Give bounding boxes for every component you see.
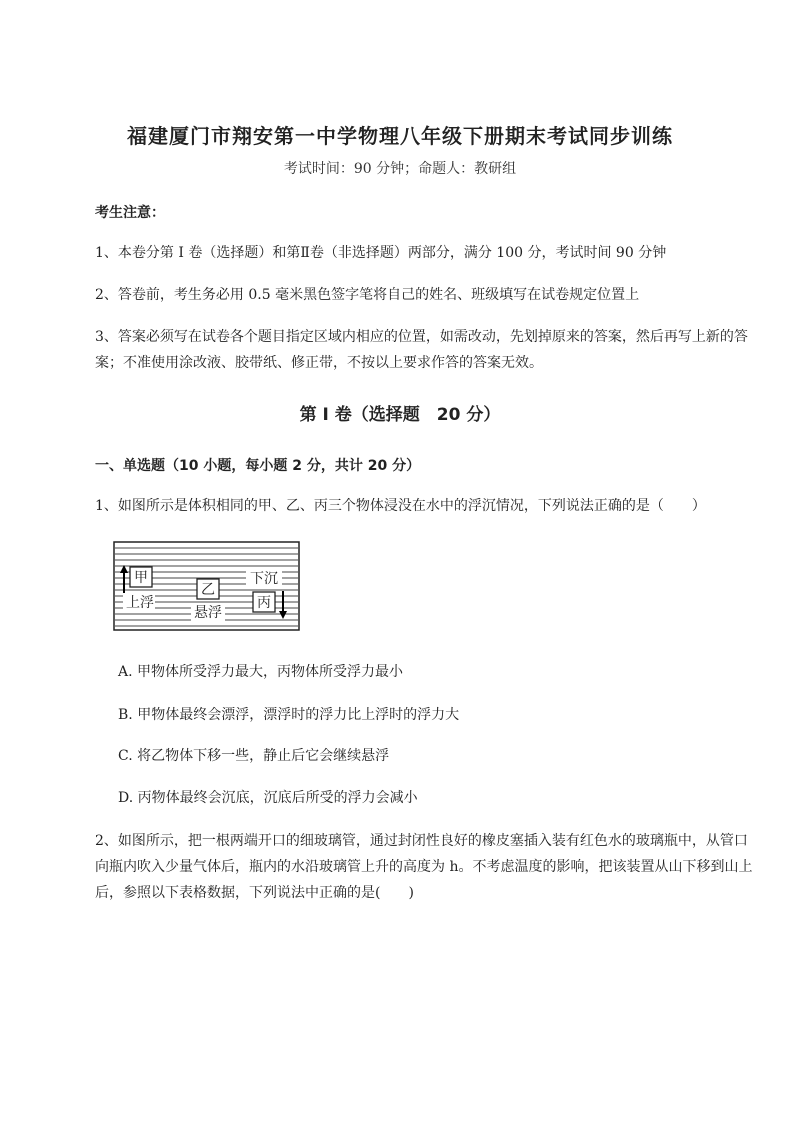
label-jia: 甲 bbox=[134, 570, 148, 586]
notice-item: 3、答案必须写在试卷各个题目指定区域内相应的位置，如需改动，先划掉原来的答案，然后再写上新的答案；不准使用涂改液、胶带纸、修正带，不按以上要求作答的答案无效。 bbox=[95, 329, 748, 371]
notice-item: 1、本卷分第 I 卷（选择题）和第Ⅱ卷（非选择题）两部分，满分 100 分，考试时间 90 分钟 bbox=[95, 245, 667, 261]
page-title: 福建厦门市翔安第一中学物理八年级下册期末考试同步训练 bbox=[127, 124, 673, 148]
buoyancy-figure bbox=[113, 541, 300, 631]
section-title: 第 I 卷（选择题 20 分） bbox=[299, 405, 501, 425]
notice-item: 2、答卷前，考生务必用 0.5 毫米黑色签字笔将自己的姓名、班级填写在试卷规定位置上 bbox=[95, 287, 640, 303]
question-stem: 2、如图所示，把一根两端开口的细玻璃管，通过封闭性良好的橡皮塞插入装有红色水的玻璃瓶中，从管口向瓶内吹入少量气体后，瓶内的水沿玻璃管上升的高度为 h。不考虑温度的影响，把该装置从山下移到山上后，参照以下表格数据，下列说法中正确的是( ) bbox=[95, 833, 753, 901]
label-xuanfu: 悬浮 bbox=[194, 605, 222, 621]
question-stem: 1、如图所示是体积相同的甲、乙、丙三个物体浸没在水中的浮沉情况，下列说法正确的是（ ） bbox=[95, 498, 706, 514]
label-yi: 乙 bbox=[201, 582, 215, 598]
option-a[interactable]: A. 甲物体所受浮力最大，丙物体所受浮力最小 bbox=[118, 664, 404, 680]
option-c[interactable]: C. 将乙物体下移一些，静止后它会继续悬浮 bbox=[118, 748, 390, 764]
label-xiachen: 下沉 bbox=[250, 571, 278, 587]
option-b[interactable]: B. 甲物体最终会漂浮，漂浮时的浮力比上浮时的浮力大 bbox=[118, 707, 460, 723]
label-shangfu: 上浮 bbox=[126, 595, 154, 611]
option-d[interactable]: D. 丙物体最终会沉底，沉底后所受的浮力会减小 bbox=[118, 790, 418, 806]
water-tank-diagram bbox=[113, 541, 300, 631]
label-bing: 丙 bbox=[257, 595, 271, 611]
exam-info: 考试时间：90 分钟；命题人：教研组 bbox=[283, 161, 517, 177]
part-heading: 一、单选题（10 小题，每小题 2 分，共计 20 分） bbox=[95, 458, 421, 474]
notice-heading: 考生注意： bbox=[95, 205, 165, 221]
